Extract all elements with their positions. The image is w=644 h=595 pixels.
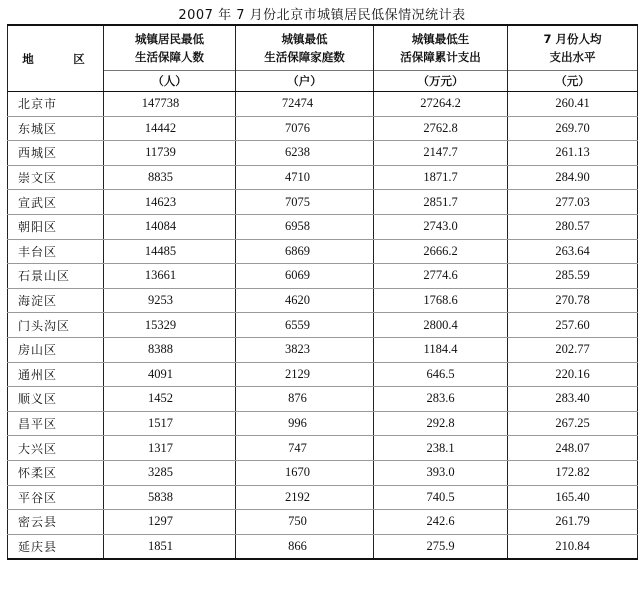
unit-expense: （万元）: [374, 71, 508, 92]
cell-people: 1317: [104, 436, 236, 461]
header-row-titles: [8, 25, 638, 71]
cell-region: 宣武区: [8, 190, 104, 215]
table-row: [8, 436, 638, 461]
cell-people: 14485: [104, 239, 236, 264]
cell-per-capita: 172.82: [508, 460, 638, 485]
cell-people: 13661: [104, 264, 236, 289]
cell-per-capita: 284.90: [508, 165, 638, 190]
column-header-people: [104, 25, 236, 71]
table-row: [8, 288, 638, 313]
cell-region: 门头沟区: [8, 313, 104, 338]
cell-households: 866: [236, 534, 374, 559]
cell-people: 15329: [104, 313, 236, 338]
cell-expense: 2851.7: [374, 190, 508, 215]
cell-people: 8388: [104, 337, 236, 362]
cell-per-capita: 283.40: [508, 387, 638, 412]
cell-per-capita: 261.79: [508, 510, 638, 535]
cell-expense: 646.5: [374, 362, 508, 387]
cell-households: 747: [236, 436, 374, 461]
cell-per-capita: 257.60: [508, 313, 638, 338]
table-row: [8, 313, 638, 338]
table-row: [8, 116, 638, 141]
column-header-per-capita-line1: 7 月份人均: [543, 32, 602, 46]
table-row: [8, 92, 638, 117]
unit-households: （户）: [236, 71, 374, 92]
cell-per-capita: 220.16: [508, 362, 638, 387]
cell-households: 6238: [236, 141, 374, 166]
statistics-table: [7, 24, 638, 560]
column-header-people-line1: 城镇居民最低: [135, 32, 204, 46]
column-header-expense-line1: 城镇最低生: [411, 32, 470, 46]
cell-per-capita: 263.64: [508, 239, 638, 264]
cell-people: 8835: [104, 165, 236, 190]
table-row: [8, 387, 638, 412]
column-header-region: 地 区: [8, 25, 104, 92]
cell-region: 通州区: [8, 362, 104, 387]
cell-region: 朝阳区: [8, 214, 104, 239]
cell-per-capita: 260.41: [508, 92, 638, 117]
table-row: [8, 239, 638, 264]
cell-region: 北京市: [8, 92, 104, 117]
cell-households: 6958: [236, 214, 374, 239]
cell-region: 昌平区: [8, 411, 104, 436]
column-header-expense-line2: 活保障累计支出: [400, 50, 481, 64]
cell-people: 9253: [104, 288, 236, 313]
cell-region: 平谷区: [8, 485, 104, 510]
table-row: [8, 362, 638, 387]
cell-per-capita: 202.77: [508, 337, 638, 362]
cell-per-capita: 280.57: [508, 214, 638, 239]
table-row: [8, 190, 638, 215]
cell-per-capita: 248.07: [508, 436, 638, 461]
cell-expense: 1871.7: [374, 165, 508, 190]
cell-per-capita: 270.78: [508, 288, 638, 313]
cell-region: 海淀区: [8, 288, 104, 313]
cell-households: 4620: [236, 288, 374, 313]
cell-households: 4710: [236, 165, 374, 190]
cell-expense: 275.9: [374, 534, 508, 559]
cell-households: 2129: [236, 362, 374, 387]
column-header-households-line2: 生活保障家庭数: [264, 50, 345, 64]
cell-households: 7076: [236, 116, 374, 141]
unit-people: （人）: [104, 71, 236, 92]
column-header-households: [236, 25, 374, 71]
column-header-per-capita-line2: 支出水平: [549, 50, 596, 64]
table-row: [8, 141, 638, 166]
cell-households: 1670: [236, 460, 374, 485]
unit-per-capita: （元）: [508, 71, 638, 92]
cell-expense: 27264.2: [374, 92, 508, 117]
table-body: [8, 92, 638, 560]
cell-region: 怀柔区: [8, 460, 104, 485]
cell-expense: 238.1: [374, 436, 508, 461]
cell-per-capita: 277.03: [508, 190, 638, 215]
cell-per-capita: 210.84: [508, 534, 638, 559]
cell-expense: 2800.4: [374, 313, 508, 338]
cell-people: 1851: [104, 534, 236, 559]
cell-households: 996: [236, 411, 374, 436]
cell-expense: 2743.0: [374, 214, 508, 239]
cell-people: 14442: [104, 116, 236, 141]
cell-expense: 283.6: [374, 387, 508, 412]
table-row: [8, 264, 638, 289]
cell-expense: 2774.6: [374, 264, 508, 289]
cell-expense: 393.0: [374, 460, 508, 485]
cell-expense: 1768.6: [374, 288, 508, 313]
cell-people: 5838: [104, 485, 236, 510]
column-header-people-line2: 生活保障人数: [135, 50, 204, 64]
cell-region: 石景山区: [8, 264, 104, 289]
cell-people: 14623: [104, 190, 236, 215]
cell-expense: 292.8: [374, 411, 508, 436]
cell-households: 6559: [236, 313, 374, 338]
cell-people: 11739: [104, 141, 236, 166]
cell-households: 6869: [236, 239, 374, 264]
table-row: [8, 460, 638, 485]
cell-households: 3823: [236, 337, 374, 362]
cell-people: 14084: [104, 214, 236, 239]
column-header-households-line1: 城镇最低: [281, 32, 328, 46]
column-header-per-capita: [508, 25, 638, 71]
table-row: [8, 214, 638, 239]
cell-region: 丰台区: [8, 239, 104, 264]
table-header: [8, 25, 638, 92]
cell-region: 密云县: [8, 510, 104, 535]
cell-per-capita: 285.59: [508, 264, 638, 289]
cell-people: 147738: [104, 92, 236, 117]
cell-expense: 2666.2: [374, 239, 508, 264]
cell-people: 1517: [104, 411, 236, 436]
cell-region: 东城区: [8, 116, 104, 141]
cell-region: 顺义区: [8, 387, 104, 412]
column-header-expense: [374, 25, 508, 71]
table-row: [8, 510, 638, 535]
cell-expense: 2147.7: [374, 141, 508, 166]
cell-per-capita: 269.70: [508, 116, 638, 141]
cell-households: 6069: [236, 264, 374, 289]
table-row: [8, 165, 638, 190]
cell-region: 崇文区: [8, 165, 104, 190]
cell-per-capita: 261.13: [508, 141, 638, 166]
cell-households: 2192: [236, 485, 374, 510]
cell-expense: 242.6: [374, 510, 508, 535]
cell-region: 房山区: [8, 337, 104, 362]
table-row: [8, 534, 638, 559]
table-row: [8, 411, 638, 436]
table-row: [8, 485, 638, 510]
cell-per-capita: 267.25: [508, 411, 638, 436]
cell-households: 72474: [236, 92, 374, 117]
table-row: [8, 337, 638, 362]
cell-expense: 2762.8: [374, 116, 508, 141]
cell-people: 1297: [104, 510, 236, 535]
cell-households: 876: [236, 387, 374, 412]
cell-households: 750: [236, 510, 374, 535]
cell-region: 大兴区: [8, 436, 104, 461]
cell-expense: 740.5: [374, 485, 508, 510]
table-title: 2007 年 7 月份北京市城镇居民低保情况统计表: [178, 8, 466, 23]
cell-people: 4091: [104, 362, 236, 387]
cell-households: 7075: [236, 190, 374, 215]
cell-people: 3285: [104, 460, 236, 485]
cell-people: 1452: [104, 387, 236, 412]
cell-region: 延庆县: [8, 534, 104, 559]
cell-expense: 1184.4: [374, 337, 508, 362]
cell-per-capita: 165.40: [508, 485, 638, 510]
cell-region: 西城区: [8, 141, 104, 166]
